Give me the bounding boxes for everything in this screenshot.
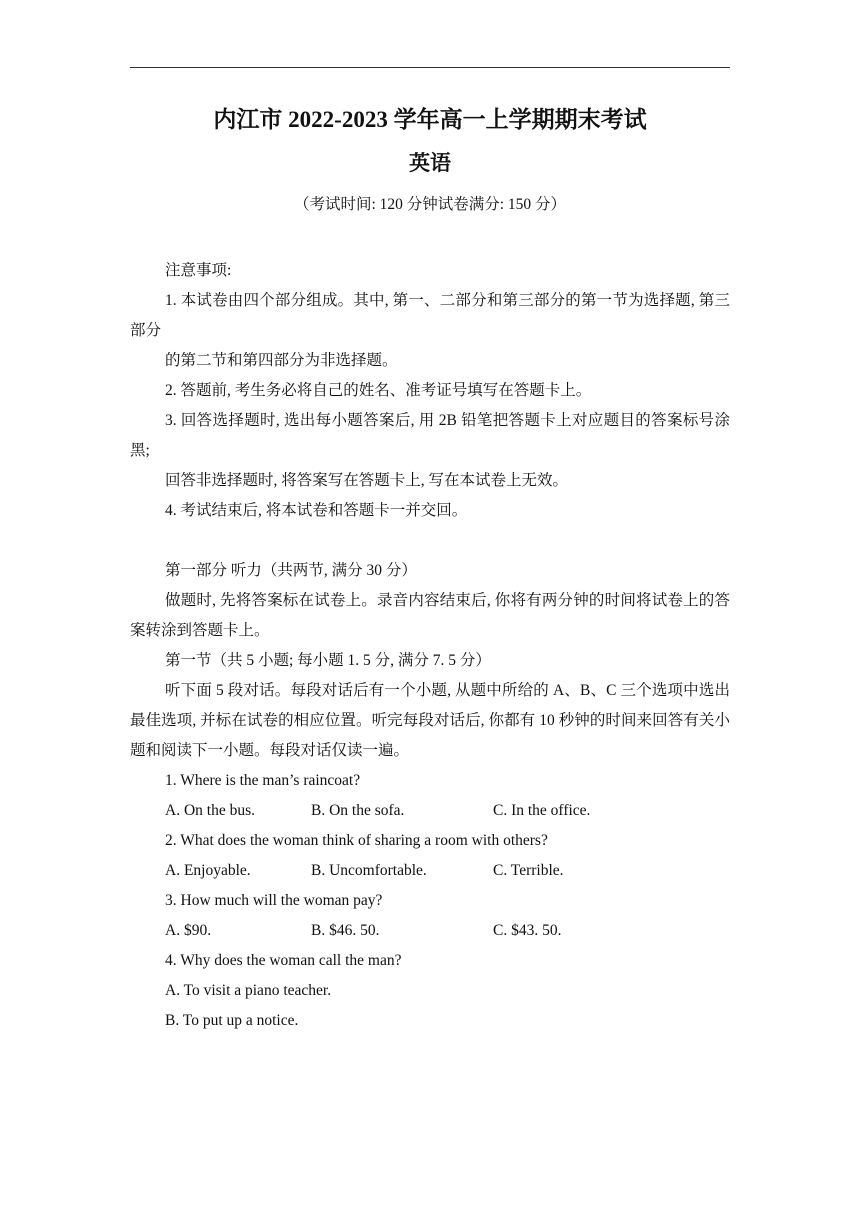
question-1: 1. Where is the man’s raincoat?: [165, 772, 361, 789]
question-3-options: [130, 916, 730, 946]
note-item-3-continued: 回答非选择题时, 将答案写在答题卡上, 写在本试卷上无效。: [165, 472, 569, 489]
note-item-1-continued: 的第二节和第四部分为非选择题。: [165, 352, 398, 369]
option-c: C. $43. 50.: [493, 922, 562, 939]
option-b: B. $46. 50.: [311, 922, 380, 939]
note-item-1: 1. 本试卷由四个部分组成。其中, 第一、二部分和第三部分的第一节为选择题, 第三部分: [130, 292, 730, 339]
notes-heading: 注意事项:: [165, 262, 232, 279]
note-item-2: 2. 答题前, 考生务必将自己的姓名、准考证号填写在答题卡上。: [165, 382, 592, 399]
part1-heading: 第一部分 听力（共两节, 满分 30 分）: [165, 562, 417, 579]
option-a: A. $90.: [165, 922, 212, 939]
option-a: A. To visit a piano teacher.: [165, 982, 332, 999]
spacer: [130, 526, 730, 556]
note-item-4: 4. 考试结束后, 将本试卷和答题卡一并交回。: [165, 502, 468, 519]
question-2: 2. What does the woman think of sharing a room with others?: [165, 832, 548, 849]
question-2-options: [130, 856, 730, 886]
header-rule: [130, 67, 730, 68]
section1-heading: 第一节（共 5 小题; 每小题 1. 5 分, 满分 7. 5 分）: [165, 652, 491, 669]
option-a: A. On the bus.: [165, 802, 255, 819]
exam-body: [130, 256, 730, 1036]
note-item-3: 3. 回答选择题时, 选出每小题答案后, 用 2B 铅笔把答题卡上对应题目的答案标号涂黑;: [130, 412, 730, 459]
option-c: C. In the office.: [493, 802, 591, 819]
option-c: C. Terrible.: [493, 862, 564, 879]
option-b: B. To put up a notice.: [165, 1012, 299, 1029]
section1-instruction: 听下面 5 段对话。每段对话后有一个小题, 从题中所给的 A、B、C 三个选项中选出最佳选项, 并标在试卷的相应位置。听完每段对话后, 你都有 10 秒钟的时间来回答有关小题和阅读下一小题。每段对话仅读一遍。: [130, 682, 730, 759]
option-b: B. Uncomfortable.: [311, 862, 427, 879]
question-1-options: [130, 796, 730, 826]
exam-subject: 英语: [409, 151, 451, 175]
exam-title: 内江市 2022-2023 学年高一上学期期末考试: [213, 107, 647, 132]
option-b: B. On the sofa.: [311, 802, 405, 819]
question-3: 3. How much will the woman pay?: [165, 892, 383, 909]
option-a: A. Enjoyable.: [165, 862, 251, 879]
exam-time-info: （考试时间: 120 分钟试卷满分: 150 分）: [293, 196, 567, 213]
part1-instruction: 做题时, 先将答案标在试卷上。录音内容结束后, 你将有两分钟的时间将试卷上的答案转涂到答题卡上。: [130, 592, 730, 639]
question-4: 4. Why does the woman call the man?: [165, 952, 402, 969]
